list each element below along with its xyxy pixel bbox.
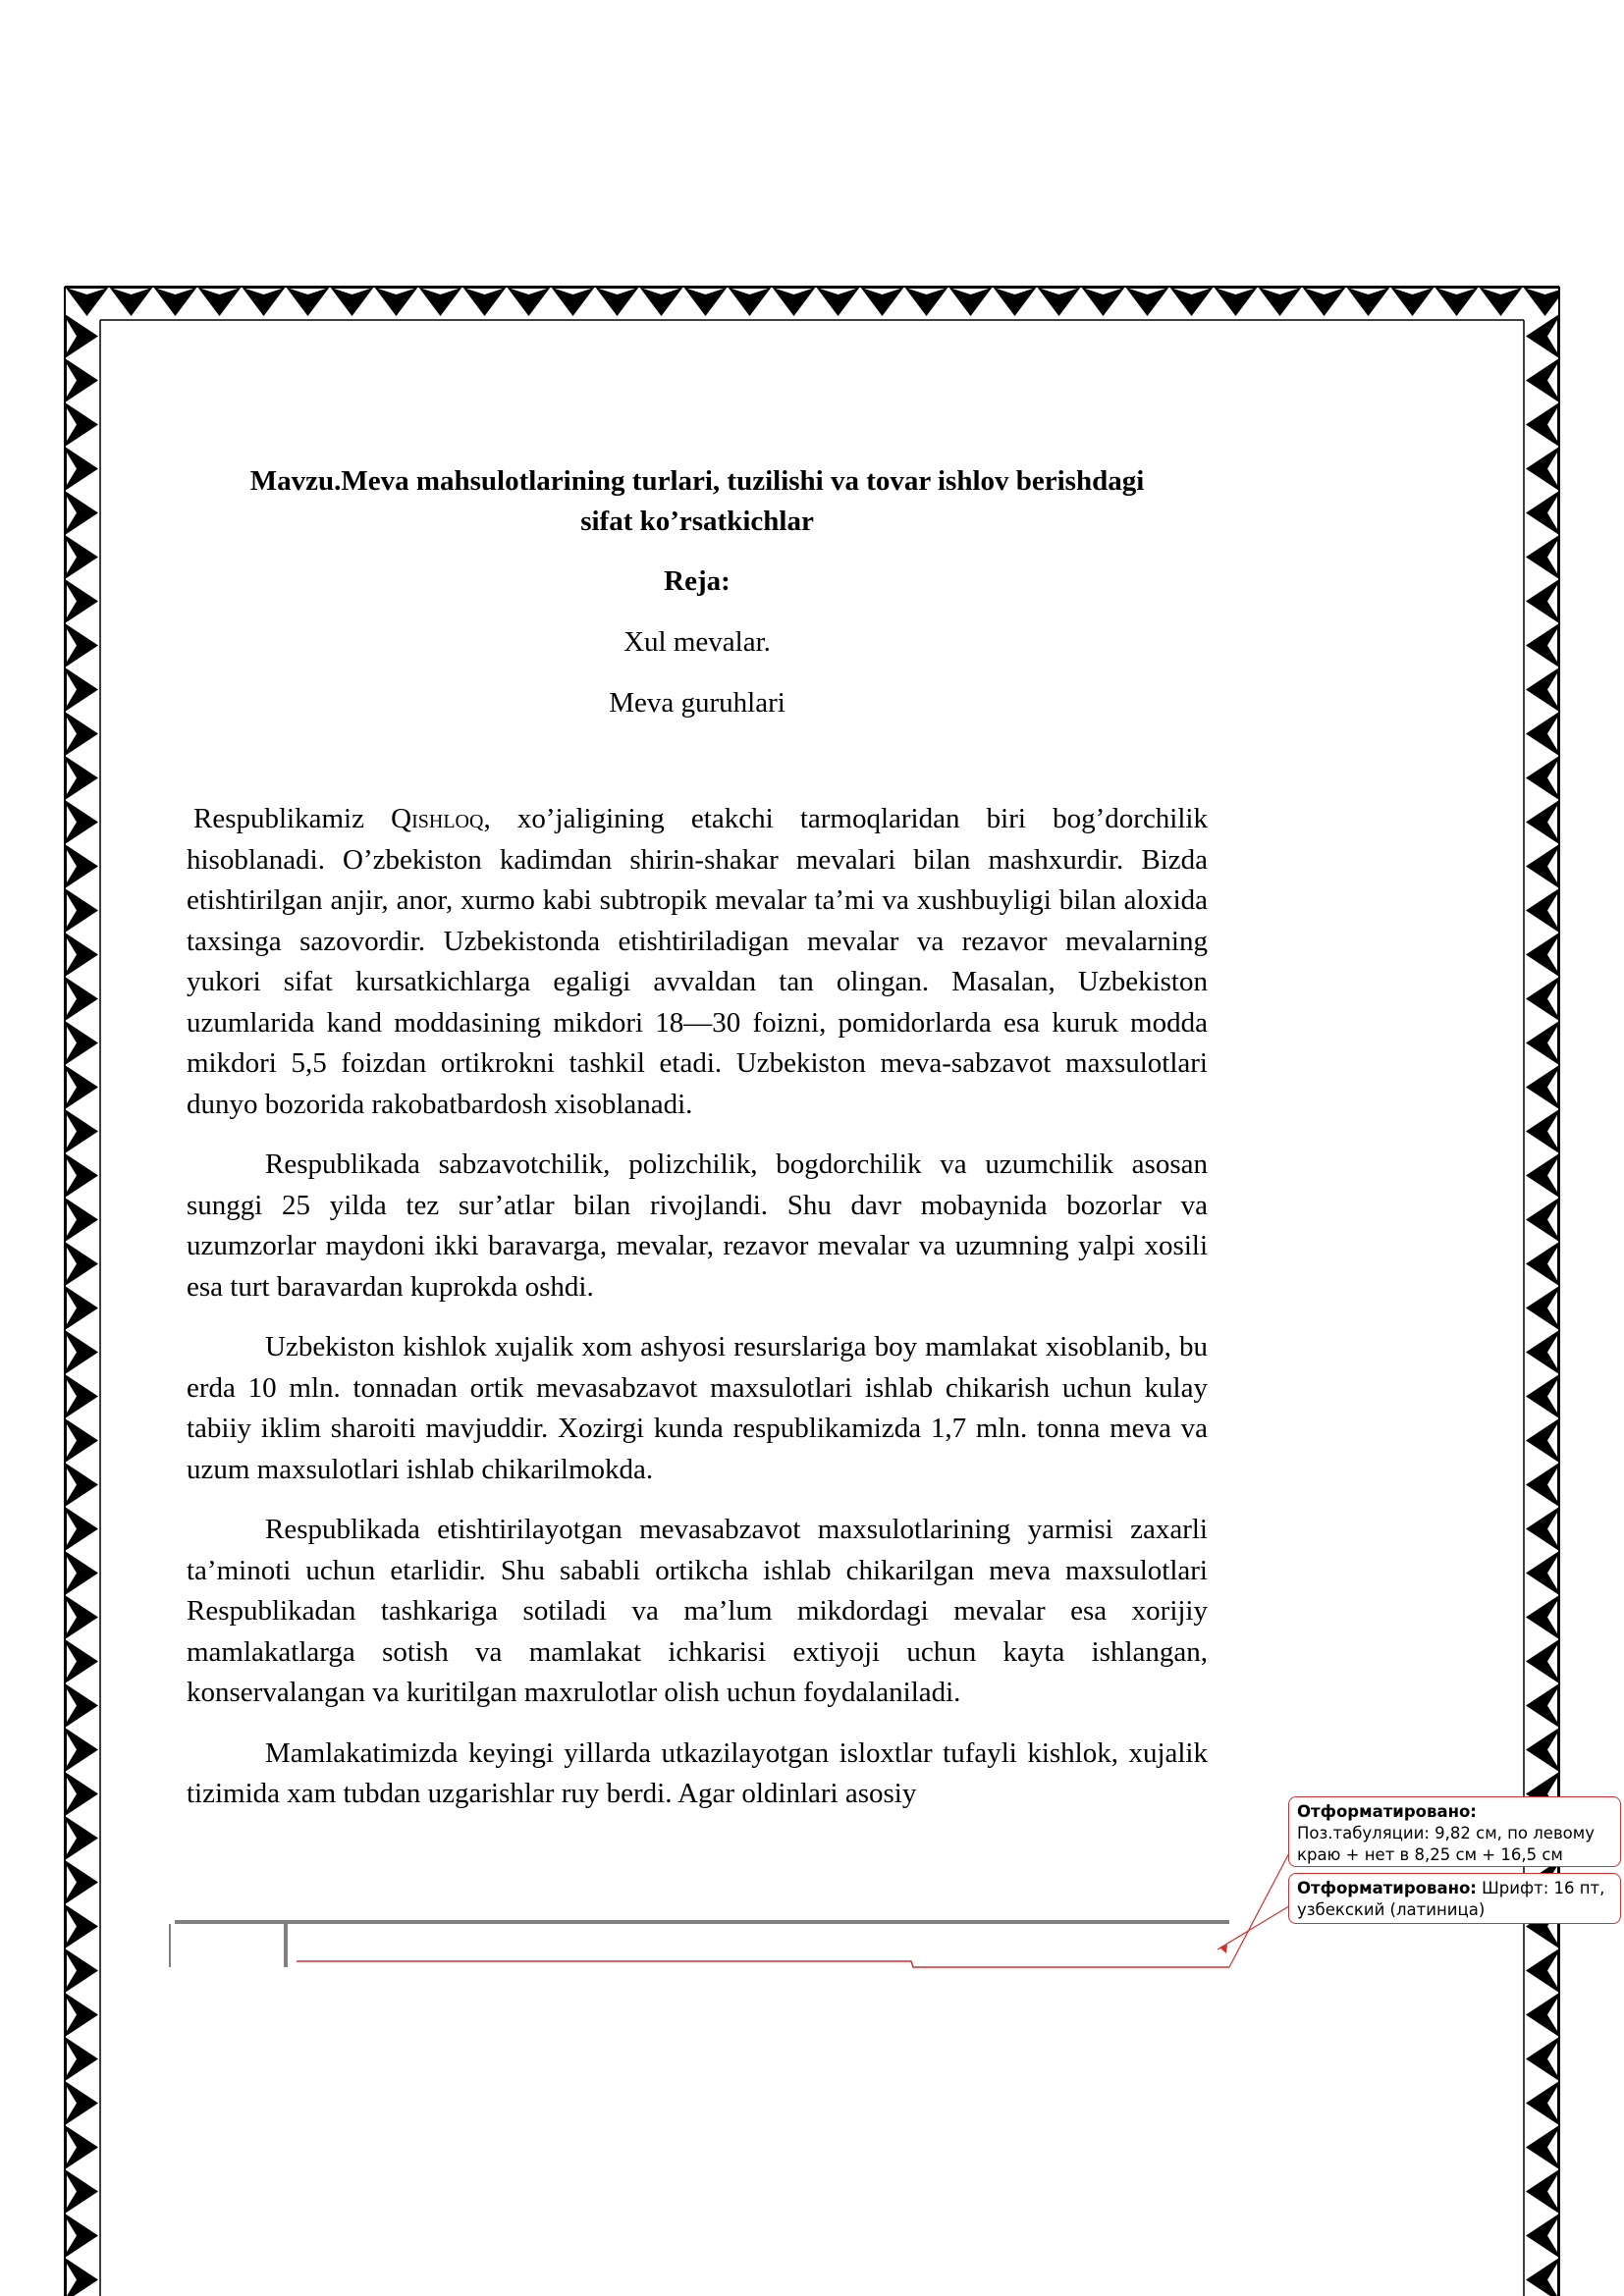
comment-2-text: Шрифт: 16 пт, узбекский (латиница) — [1297, 1879, 1605, 1919]
paragraph-1 — [187, 799, 1208, 1125]
border-right — [1520, 314, 1559, 2296]
revision-comment-2[interactable] — [1288, 1873, 1621, 1924]
paragraph-3: Uzbekiston kishlok xujalik xom ashyosi resurslariga boy mamlakat xisoblanib, bu erda 10 mln. tonnadan ortik mevasabzavot maxsulotlari ishlab chikarish uchun kulay tabiiy iklim sharoiti mavjuddir. Xozirgi kunda respublikamizda 1,7 mln. tonna meva va uzum maxsulotlari ishlab chikarilmokda. — [187, 1331, 1208, 1485]
paragraph-1-rest: , xo’jaligining etakchi tarmoqlaridan biri bog’dorchilik hisoblanadi. O’zbekiston kadimdan shirin-shakar mevalari bilan mashxurdir. Bizda etishtirilgan anjir, anor, xurmo kabi subtropik mevalar ta’mi va xushbuyligi bilan aloxida taxsinga sazovordir. Uzbekistonda etishtiriladigan mevalar va rezavor mevalarning yukori sifat kursatkichlarga egaligi avvaldan tan olingan. Masalan, Uzbekiston uzumlarida kand moddasining mikdori 18—30 foizni, pomidorlarda esa kuruk modda mikdori 5,5 foizdan ortikrokni tashkil etadi. Uzbekiston meva-sabzavot maxsulotlari dunyo bozorida rakobatbardosh xisoblanadi. — [187, 803, 1208, 1120]
paragraph-4: Respublikada etishtirilayotgan mevasabzavot maxsulotlarining yarmisi zaxarli ta’minoti uchun etarlidir. Shu sababli ortikcha ishlab chikarilgan meva maxsulotlari Respublikadan tashkariga sotiladi va ma’lum mikdordagi mevalar esa xorijiy mamlakatlarga sotish va mamlakat ichkarisi extiyoji uchun kayta ishlangan, konservalangan va kuritilgan maxrulotlar olish uchun foydalaniladi. — [187, 1514, 1208, 1708]
paragraph-2: Respublikada sabzavotchilik, polizchilik, bogdorchilik va uzumchilik asosan sunggi 25 yilda tez sur’atlar bilan rivojlandi. Shu davr mobaynida bozorlar va uzumzorlar maydoni ikki baravarga, mevalar, rezavor mevalar va uzumning yalpi xosili esa turt baravardan kuprokda oshdi. — [187, 1148, 1208, 1303]
plan-item-1: Xul mevalar. — [623, 626, 771, 658]
document-title — [187, 461, 1208, 542]
paragraph-1-smallcaps: Qishloq — [391, 803, 484, 834]
plan-heading: Reja: — [664, 565, 731, 597]
document-body — [187, 461, 1208, 1815]
paragraph-5: Mamlakatimizda keyingi yillarda utkazilayotgan isloxtlar tufayli kishlok, xujalik tizimida xam tubdan uzgarishlar ruy berdi. Agar oldinlari asosiy — [187, 1736, 1208, 1809]
comment-2-label: Отформатировано: — [1297, 1879, 1477, 1897]
title-line-2: sifat ko’rsatkichlar — [580, 506, 814, 537]
comment-1-text: Поз.табуляции: 9,82 см, по левому краю + нет в 8,25 см + 16,5 см — [1297, 1824, 1595, 1864]
border-left — [65, 314, 104, 2296]
revision-comment-1[interactable] — [1288, 1796, 1621, 1867]
paragraph-1-start: Respublikamiz — [193, 803, 392, 834]
title-line-1: Mavzu.Meva mahsulotlarining turlari, tuzilishi va tovar ishlov berishdagi — [249, 465, 1145, 497]
comment-1-label: Отформатировано: — [1297, 1802, 1477, 1821]
border-top — [65, 287, 1559, 320]
plan-item-2: Meva guruhlari — [609, 687, 785, 719]
